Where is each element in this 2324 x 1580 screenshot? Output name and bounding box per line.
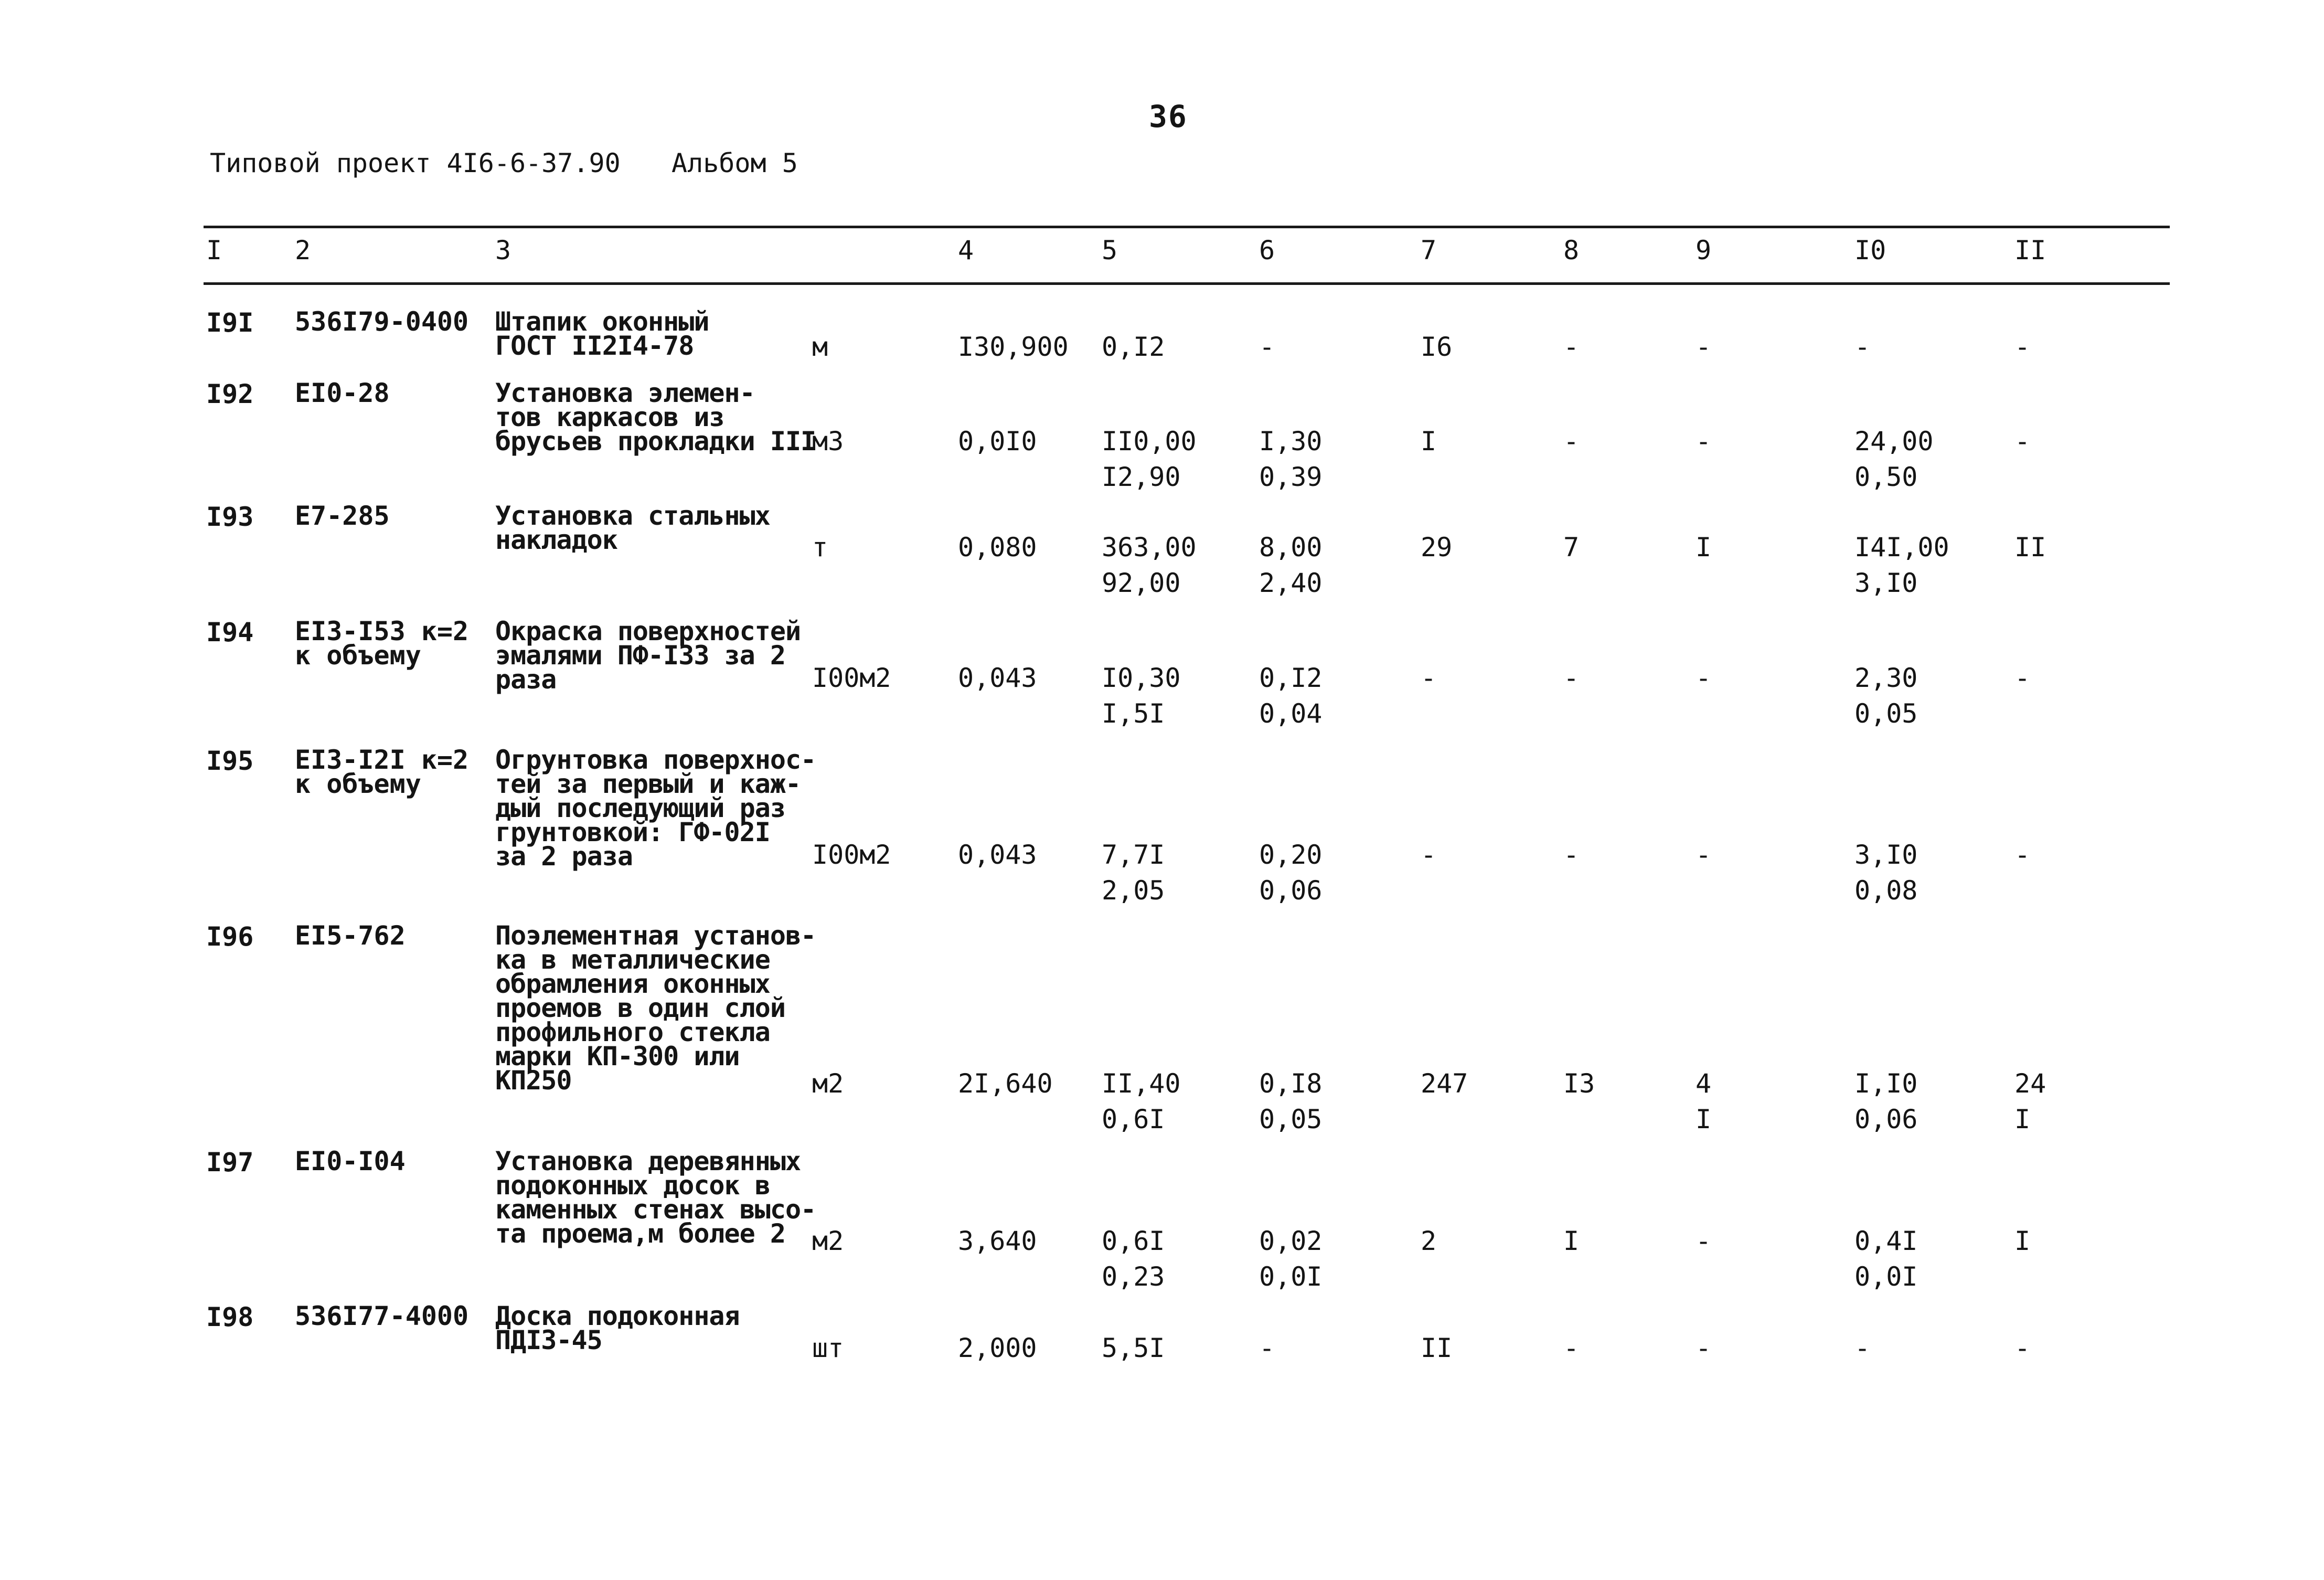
quantity: 0,043 bbox=[958, 840, 1037, 870]
value-col-8: - bbox=[1563, 426, 1580, 457]
value-col-5: 2,05 bbox=[1102, 875, 1165, 906]
unit: м2 bbox=[812, 1226, 844, 1256]
value-col-7: I bbox=[1421, 426, 1437, 457]
value-col-5: 92,00 bbox=[1102, 568, 1181, 598]
value-col-9: - bbox=[1696, 1226, 1712, 1256]
unit: I00м2 bbox=[812, 840, 891, 870]
value-col-10: 0,50 bbox=[1854, 462, 1918, 492]
value-col-7: 29 bbox=[1421, 532, 1453, 563]
value-col-5: I,5I bbox=[1102, 698, 1165, 729]
value-col-5: I0,30 bbox=[1102, 663, 1181, 693]
description-line: Окраска поверхностей bbox=[495, 616, 801, 646]
value-col-9: 4 bbox=[1696, 1068, 1712, 1099]
work-description bbox=[495, 378, 816, 457]
row-number: I92 bbox=[206, 379, 254, 409]
description-line: та проема,м более 2 bbox=[495, 1218, 785, 1249]
row-number: I98 bbox=[206, 1302, 254, 1332]
value-col-9: I bbox=[1696, 532, 1712, 563]
value-col-5: 0,23 bbox=[1102, 1261, 1165, 1292]
value-col-7: 247 bbox=[1421, 1068, 1468, 1099]
column-header-11: II bbox=[2014, 235, 2046, 266]
value-col-10: 0,4I bbox=[1854, 1226, 1918, 1256]
work-description bbox=[495, 501, 770, 555]
unit: м2 bbox=[812, 1068, 844, 1099]
description-line: Установка элемен- bbox=[495, 378, 755, 408]
unit: I00м2 bbox=[812, 663, 891, 693]
quantity: 0,080 bbox=[958, 532, 1037, 563]
work-description bbox=[495, 745, 816, 872]
value-col-6: I,30 bbox=[1259, 426, 1323, 457]
work-description bbox=[495, 1301, 740, 1355]
description-line: Установка стальных bbox=[495, 501, 770, 531]
document-title: Типовой проект 4I6-6-37.90 bbox=[210, 148, 621, 178]
value-col-11: - bbox=[2014, 840, 2031, 870]
value-col-10: 0,06 bbox=[1854, 1104, 1918, 1134]
position-code: E7-285 bbox=[295, 501, 390, 531]
value-col-7: II bbox=[1421, 1333, 1453, 1363]
value-col-10: - bbox=[1854, 332, 1871, 362]
value-col-10: - bbox=[1854, 1333, 1871, 1363]
value-col-11: - bbox=[2014, 1333, 2031, 1363]
description-line: брусьев прокладки III bbox=[495, 426, 816, 457]
value-col-11: - bbox=[2014, 332, 2031, 362]
value-col-9: - bbox=[1696, 1333, 1712, 1363]
value-col-6: 0,0I bbox=[1259, 1261, 1323, 1292]
quantity: 0,0I0 bbox=[958, 426, 1037, 457]
value-col-10: 3,I0 bbox=[1854, 840, 1918, 870]
value-col-11: - bbox=[2014, 663, 2031, 693]
value-col-5: I2,90 bbox=[1102, 462, 1181, 492]
row-number: I93 bbox=[206, 502, 254, 532]
value-col-8: 7 bbox=[1563, 532, 1580, 563]
description-line: Огрунтовка поверхнос- bbox=[495, 745, 816, 775]
value-col-6: - bbox=[1259, 332, 1275, 362]
column-header-8: 8 bbox=[1563, 235, 1580, 266]
position-code: EI0-28 bbox=[295, 378, 390, 408]
value-col-5: 5,5I bbox=[1102, 1333, 1165, 1363]
column-header-7: 7 bbox=[1421, 235, 1437, 266]
value-col-8: I3 bbox=[1563, 1068, 1595, 1099]
value-col-11: II bbox=[2014, 532, 2046, 563]
value-col-10: I,I0 bbox=[1854, 1068, 1918, 1099]
album-label: Альбом 5 bbox=[671, 148, 798, 178]
description-line: дый последующий раз bbox=[495, 793, 785, 823]
column-header-6: 6 bbox=[1259, 235, 1275, 266]
value-col-5: 0,I2 bbox=[1102, 332, 1165, 362]
description-line: за 2 раза bbox=[495, 841, 633, 872]
position-code: EI3-I53 к=2 к объему bbox=[295, 616, 469, 671]
column-header-1: I bbox=[206, 235, 222, 266]
value-col-7: - bbox=[1421, 840, 1437, 870]
value-col-5: 363,00 bbox=[1102, 532, 1197, 563]
description-line: КП250 bbox=[495, 1065, 572, 1096]
column-header-2: 2 bbox=[295, 235, 311, 266]
value-col-10: 0,08 bbox=[1854, 875, 1918, 906]
value-col-8: I bbox=[1563, 1226, 1580, 1256]
value-col-6: 0,06 bbox=[1259, 875, 1323, 906]
row-number: I95 bbox=[206, 746, 254, 776]
work-description bbox=[495, 1146, 816, 1249]
description-line: подоконных досок в bbox=[495, 1170, 770, 1201]
column-header-4: 4 bbox=[958, 235, 974, 266]
value-col-5: 0,6I bbox=[1102, 1226, 1165, 1256]
column-header-10: I0 bbox=[1854, 235, 1886, 266]
quantity: I30,900 bbox=[958, 332, 1069, 362]
value-col-8: - bbox=[1563, 1333, 1580, 1363]
description-line: грунтовкой: ГФ-02I bbox=[495, 817, 770, 847]
position-code: 536I77-4000 bbox=[295, 1301, 469, 1331]
table-header-rule bbox=[204, 282, 2170, 285]
description-line: тов каркасов из bbox=[495, 402, 724, 432]
work-description bbox=[495, 306, 709, 361]
description-line: эмалями ПФ-I33 за 2 bbox=[495, 640, 785, 671]
value-col-10: 2,30 bbox=[1854, 663, 1918, 693]
description-line: тей за первый и каж- bbox=[495, 769, 801, 799]
value-col-6: 0,20 bbox=[1259, 840, 1323, 870]
description-line: профильного стекла bbox=[495, 1017, 770, 1047]
value-col-9: I bbox=[1696, 1104, 1712, 1134]
value-col-11: - bbox=[2014, 426, 2031, 457]
column-header-9: 9 bbox=[1696, 235, 1712, 266]
description-line: ПДI3-45 bbox=[495, 1325, 602, 1355]
value-col-10: 24,00 bbox=[1854, 426, 1934, 457]
value-col-10: 3,I0 bbox=[1854, 568, 1918, 598]
value-col-5: II,40 bbox=[1102, 1068, 1181, 1099]
value-col-6: 0,I8 bbox=[1259, 1068, 1323, 1099]
value-col-11: 24 bbox=[2014, 1068, 2046, 1099]
value-col-6: 2,40 bbox=[1259, 568, 1323, 598]
quantity: 2I,640 bbox=[958, 1068, 1053, 1099]
description-line: Доска подоконная bbox=[495, 1301, 740, 1331]
value-col-6: 0,05 bbox=[1259, 1104, 1323, 1134]
description-line: Штапик оконный bbox=[495, 306, 709, 337]
description-line: проемов в один слой bbox=[495, 993, 785, 1023]
row-number: I97 bbox=[206, 1147, 254, 1178]
unit: м bbox=[812, 332, 828, 362]
value-col-9: - bbox=[1696, 426, 1712, 457]
position-code: EI3-I2I к=2 к объему bbox=[295, 745, 469, 799]
row-number: I9I bbox=[206, 307, 254, 338]
page-number: 36 bbox=[1149, 99, 1188, 134]
row-number: I96 bbox=[206, 921, 254, 952]
value-col-5: II0,00 bbox=[1102, 426, 1197, 457]
value-col-5: 7,7I bbox=[1102, 840, 1165, 870]
unit: т bbox=[812, 532, 828, 563]
position-code: EI5-762 bbox=[295, 920, 406, 951]
value-col-9: - bbox=[1696, 840, 1712, 870]
quantity: 3,640 bbox=[958, 1226, 1037, 1256]
work-description bbox=[495, 920, 816, 1096]
position-code: EI0-I04 bbox=[295, 1146, 406, 1176]
value-col-7: 2 bbox=[1421, 1226, 1437, 1256]
description-line: обрамления оконных bbox=[495, 969, 770, 999]
value-col-9: - bbox=[1696, 332, 1712, 362]
value-col-10: 0,05 bbox=[1854, 698, 1918, 729]
value-col-11: I bbox=[2014, 1226, 2031, 1256]
value-col-9: - bbox=[1696, 663, 1712, 693]
value-col-10: 0,0I bbox=[1854, 1261, 1918, 1292]
description-line: ГОСТ II2I4-78 bbox=[495, 331, 694, 361]
value-col-8: - bbox=[1563, 332, 1580, 362]
value-col-11: I bbox=[2014, 1104, 2031, 1134]
value-col-6: - bbox=[1259, 1333, 1275, 1363]
description-line: марки КП-300 или bbox=[495, 1041, 740, 1072]
work-description bbox=[495, 616, 801, 695]
value-col-8: - bbox=[1563, 840, 1580, 870]
value-col-6: 0,04 bbox=[1259, 698, 1323, 729]
unit: м3 bbox=[812, 426, 844, 457]
position-code: 536I79-0400 bbox=[295, 306, 469, 337]
row-number: I94 bbox=[206, 617, 254, 648]
column-header-5: 5 bbox=[1102, 235, 1118, 266]
value-col-7: - bbox=[1421, 663, 1437, 693]
unit: шт bbox=[812, 1333, 844, 1363]
value-col-10: I4I,00 bbox=[1854, 532, 1949, 563]
quantity: 0,043 bbox=[958, 663, 1037, 693]
description-line: Поэлементная установ- bbox=[495, 920, 816, 951]
table-top-rule bbox=[204, 226, 2170, 228]
value-col-6: 0,39 bbox=[1259, 462, 1323, 492]
value-col-6: 0,02 bbox=[1259, 1226, 1323, 1256]
description-line: каменных стенах высо- bbox=[495, 1194, 816, 1225]
column-header-3: 3 bbox=[495, 235, 511, 266]
value-col-7: I6 bbox=[1421, 332, 1453, 362]
value-col-6: 0,I2 bbox=[1259, 663, 1323, 693]
value-col-8: - bbox=[1563, 663, 1580, 693]
value-col-6: 8,00 bbox=[1259, 532, 1323, 563]
description-line: Установка деревянных bbox=[495, 1146, 801, 1176]
quantity: 2,000 bbox=[958, 1333, 1037, 1363]
description-line: ка в металлические bbox=[495, 945, 770, 975]
description-line: раза bbox=[495, 664, 557, 695]
description-line: накладок bbox=[495, 525, 617, 555]
value-col-5: 0,6I bbox=[1102, 1104, 1165, 1134]
